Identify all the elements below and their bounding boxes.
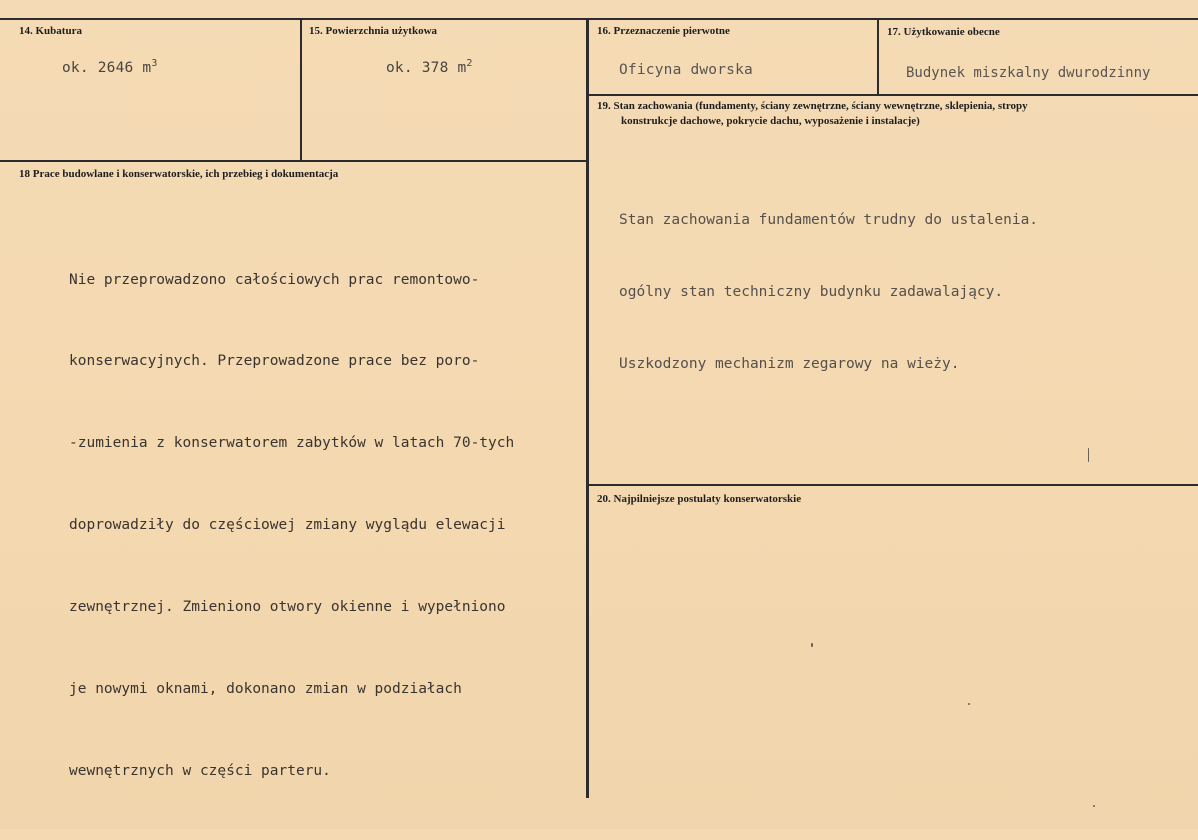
- field-18-line: -zumienia z konserwatorem zabytków w latach 70-tych: [69, 435, 515, 452]
- field-16-value: Oficyna dworska: [619, 62, 753, 78]
- field-18-line: konserwacyjnych. Przeprowadzone prace bez poro-: [69, 353, 480, 370]
- field-16-label: 16. Przeznaczenie pierwotne: [597, 25, 730, 37]
- paper-speck: [968, 703, 970, 705]
- field-20-label: 20. Najpilniejsze postulaty konserwatorskie: [597, 493, 802, 505]
- field-18-line: Nie przeprowadzono całościowych prac remontowo-: [69, 271, 480, 288]
- divider-v-14-15: [300, 18, 302, 160]
- paper-speck: [811, 643, 813, 647]
- field-17-value: Budynek miszkalny dwurodzinny: [906, 65, 1151, 81]
- divider-h-left: [0, 160, 588, 162]
- field-15-label: 15. Powierzchnia użytkowa: [309, 25, 438, 37]
- field-19-line: ogólny stan techniczny budynku zadawalający.: [619, 284, 1004, 300]
- field-19-text: [619, 160, 1038, 424]
- field-17-label: 17. Użytkowanie obecne: [887, 26, 1000, 38]
- field-15-number: ok. 378 m: [386, 59, 467, 76]
- field-18-text: [69, 212, 514, 840]
- divider-h-16-19: [588, 94, 1198, 96]
- field-19-label-line2: konstrukcje dachowe, pokrycie dachu, wyposażenie i instalacje): [621, 115, 920, 127]
- field-15-value: [386, 58, 473, 76]
- field-14-exponent: 3: [151, 58, 158, 69]
- divider-h-19-20: [588, 484, 1198, 486]
- field-18-line: zewnętrznej. Zmieniono otwory okienne i wypełniono: [69, 599, 506, 616]
- field-14-value: [62, 58, 158, 76]
- field-19-line: Stan zachowania fundamentów trudny do ustalenia.: [619, 212, 1039, 228]
- paper-speck: [1088, 448, 1089, 462]
- paper-speck: [1093, 805, 1095, 807]
- field-18-label: 18 Prace budowlane i konserwatorskie, ich przebieg i dokumentacja: [19, 168, 339, 180]
- field-18-line: je nowymi oknami, dokonano zmian w podziałach: [69, 681, 462, 698]
- field-18-line: wewnętrznych w części parteru.: [69, 762, 331, 779]
- field-14-label: 14. Kubatura: [19, 25, 82, 37]
- divider-v-16-17: [877, 18, 879, 94]
- field-19-line: Uszkodzony mechanizm zegarowy na wieży.: [619, 356, 960, 372]
- field-15-exponent: 2: [466, 58, 473, 69]
- field-19-label-line1: 19. Stan zachowania (fundamenty, ściany zewnętrzne, ściany wewnętrzne, sklepienia, stropy: [597, 100, 1028, 112]
- divider-v-main: [586, 18, 589, 798]
- top-divider: [0, 18, 1198, 20]
- field-18-line: doprowadziły do częściowej zmiany wyglądu elewacji: [69, 517, 506, 534]
- field-14-number: ok. 2646 m: [62, 59, 152, 76]
